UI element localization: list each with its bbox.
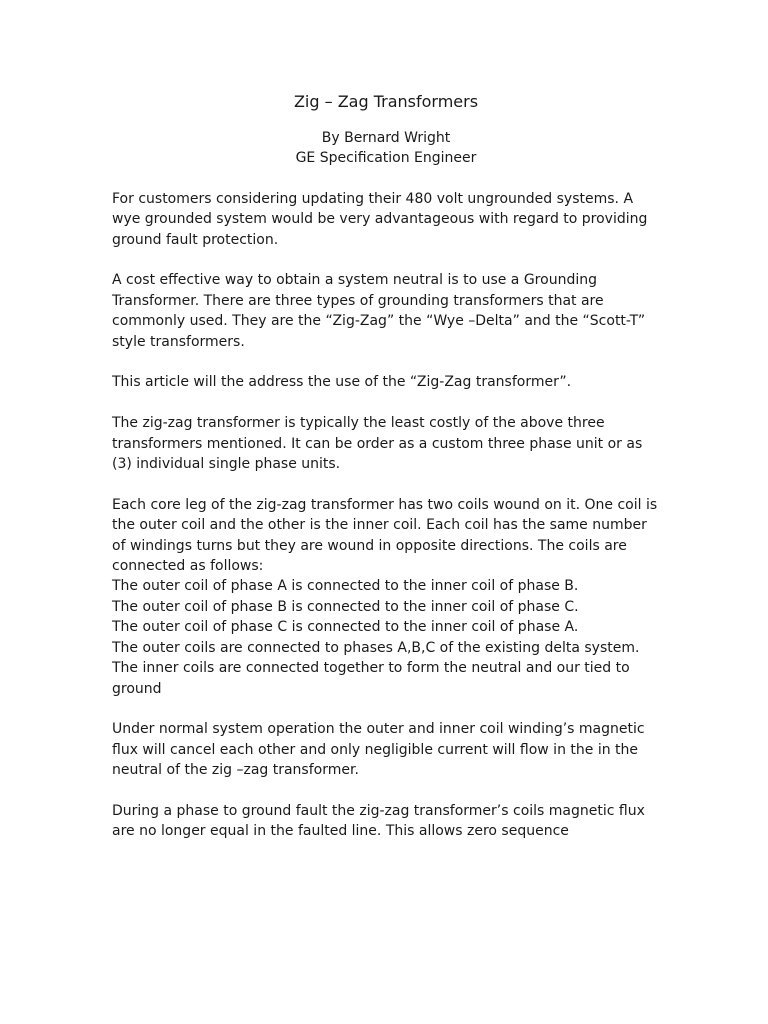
author-role: GE Specification Engineer [295, 150, 477, 167]
paragraph-normal-operation: Under normal system operation the outer and inner coil winding’s magnetic flux will cancel each other and only negligible current will flow in the in the neutral of the zig –zag transformer. [112, 721, 645, 779]
core-leg-line: The outer coil of phase B is connected to the inner coil of phase C. [112, 598, 579, 615]
document-title: Zig – Zag Transformers [293, 92, 479, 111]
document-page [112, 88, 660, 862]
core-leg-line: The outer coil of phase C is connected to the inner coil of phase A. [112, 619, 579, 636]
paragraph-cost: The zig-zag transformer is typically the least costly of the above three transformers mentioned. It can be order as a custom three phase unit or as (3) individual single phase units. [112, 415, 643, 473]
paragraph-core-leg [112, 495, 660, 699]
author-name: By Bernard Wright [321, 130, 451, 146]
paragraph-article-scope: This article will the address the use of the “Zig-Zag transformer”. [112, 374, 572, 391]
byline [112, 128, 660, 169]
core-leg-line: Each core leg of the zig-zag transformer has two coils wound on it. One coil is the outer coil and the other is the inner coil. Each coil has the same number of windings turns but they are wound in opposite directions. The coils are connected as follows: [112, 496, 658, 575]
paragraph-grounding-transformer: A cost effective way to obtain a system neutral is to use a Grounding Transformer. There are three types of grounding transformers that are commonly used. They are the “Zig-Zag” the “Wye –Delta” and the “Scott-T” style transformers. [112, 272, 646, 350]
paragraph-fault: During a phase to ground fault the zig-zag transformer’s coils magnetic flux are no longer equal in the faulted line. This allows zero sequence [112, 802, 645, 840]
paragraph-intro: For customers considering updating their 480 volt ungrounded systems. A wye grounded system would be very advantageous with regard to providing ground fault protection. [112, 190, 648, 248]
core-leg-line: The outer coils are connected to phases A,B,C of the existing delta system. [112, 639, 640, 656]
core-leg-line: The outer coil of phase A is connected to the inner coil of phase B. [112, 578, 579, 595]
core-leg-line: The inner coils are connected together to form the neutral and our tied to ground [112, 660, 630, 697]
